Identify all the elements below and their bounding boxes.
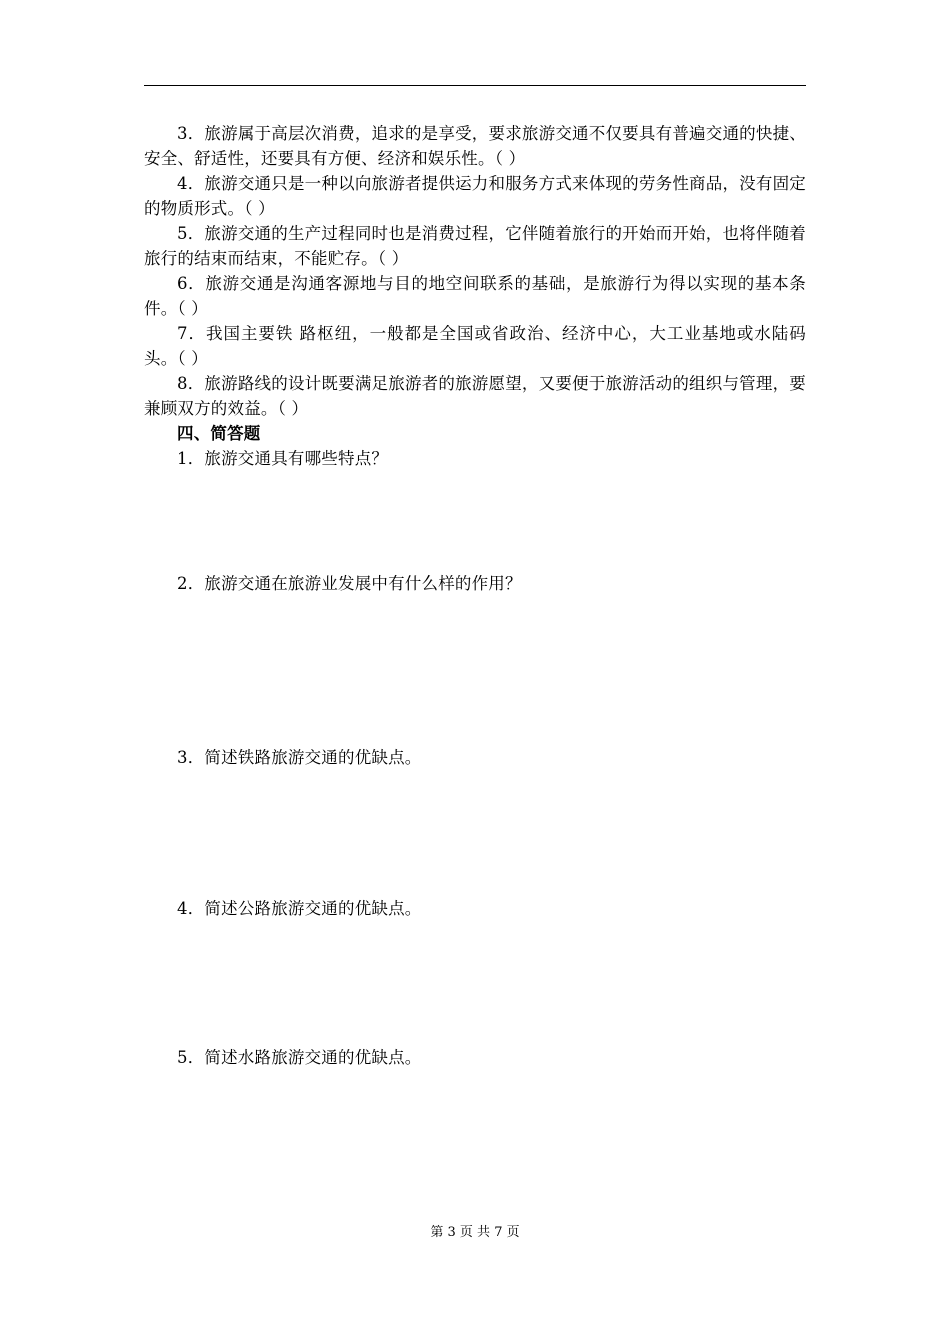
document-body — [144, 121, 806, 1070]
short-answer-question-1: 1．旅游交通具有哪些特点？ — [177, 449, 389, 468]
short-answer-question-5: 5．简述水路旅游交通的优缺点。 — [177, 1048, 422, 1067]
judgement-item-4: 4．旅游交通只是一种以向旅游者提供运力和服务方式来体现的劳务性商品，没有固定的物质形式。（ ） — [144, 174, 806, 218]
judgement-item-5: 5．旅游交通的生产过程同时也是消费过程，它伴随着旅行的开始而开始，也将伴随着旅行的结束而结束，不能贮存。（ ） — [144, 224, 806, 268]
section-heading-short-answer: 四、简答题 — [177, 424, 261, 443]
page-number-label: 第 3 页 共 7 页 — [430, 1225, 520, 1240]
answer-space — [144, 770, 806, 896]
page-footer — [0, 1224, 950, 1242]
answer-space — [144, 596, 806, 745]
short-answer-question-2: 2．旅游交通在旅游业发展中有什么样的作用？ — [177, 574, 522, 593]
header-rule — [144, 85, 806, 86]
judgement-item-8: 8．旅游路线的设计既要满足旅游者的旅游愿望，又要便于旅游活动的组织与管理，要兼顾双方的效益。（ ） — [144, 374, 806, 418]
answer-space — [144, 921, 806, 1045]
short-answer-question-4: 4．简述公路旅游交通的优缺点。 — [177, 899, 422, 918]
judgement-item-7: 7．我国主要铁 路枢纽，一般都是全国或省政治、经济中心，大工业基地或水陆码头。（ ） — [144, 324, 806, 368]
short-answer-question-3: 3．简述铁路旅游交通的优缺点。 — [177, 748, 422, 767]
judgement-item-6: 6．旅游交通是沟通客源地与目的地空间联系的基础，是旅游行为得以实现的基本条件。（ ） — [144, 274, 806, 318]
answer-space — [144, 471, 806, 571]
judgement-item-3: 3．旅游属于高层次消费，追求的是享受，要求旅游交通不仅要具有普遍交通的快捷、安全、舒适性，还要具有方便、经济和娱乐性。（ ） — [144, 124, 806, 168]
